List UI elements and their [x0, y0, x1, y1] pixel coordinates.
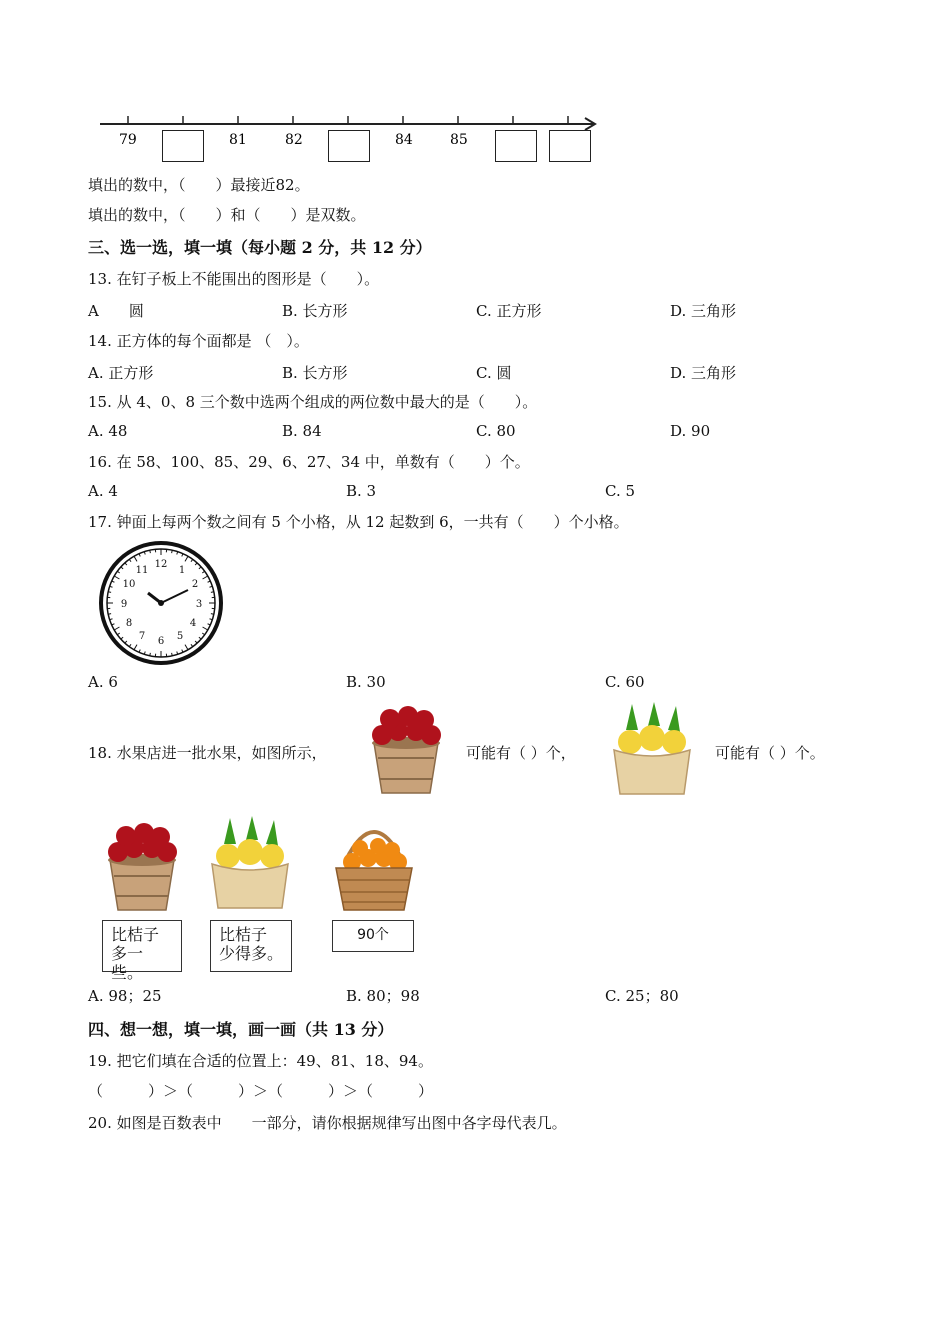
- pineapple-label-box: [210, 920, 292, 972]
- q17-stem: 17. 钟面上每两个数之间有 5 个小格，从 12 起数到 6，一共有（ ）个小格。: [88, 513, 629, 531]
- q16-option-b[interactable]: B. 3: [346, 482, 377, 500]
- q15-option-b[interactable]: B. 84: [282, 422, 322, 440]
- clock-number: 8: [125, 618, 133, 629]
- clock-number: 10: [122, 579, 136, 590]
- clock-tick: [108, 592, 111, 593]
- section3-title: 三、选一选，填一填（每小题 2 分，共 12 分）: [88, 238, 432, 257]
- tick-label: 79: [119, 132, 137, 148]
- q14-stem: 14. 正方体的每个面都是 （ ）。: [88, 332, 309, 350]
- q15-stem: 15. 从 4、0、8 三个数中选两个组成的两位数中最大的是（ ）。: [88, 393, 538, 411]
- orange-label-box: 90个: [332, 920, 414, 952]
- tick-label: 85: [450, 132, 468, 148]
- q20-stem: 20. 如图是百数表中 一部分，请你根据规律写出图中各字母代表几。: [88, 1114, 567, 1132]
- q17-option-c[interactable]: C. 60: [605, 673, 645, 691]
- clock-number: 1: [178, 565, 186, 576]
- q19-stem: 19. 把它们填在合适的位置上：49、81、18、94。: [88, 1052, 433, 1070]
- q18-end-text: 可能有（ ）个。: [715, 744, 825, 762]
- q18-option-b[interactable]: B. 80；98: [346, 987, 420, 1005]
- q14-option-b[interactable]: B. 长方形: [282, 364, 348, 382]
- clock-number: 3: [195, 599, 203, 610]
- q15-option-a[interactable]: A. 48: [88, 422, 128, 440]
- answer-box-4[interactable]: [549, 130, 591, 162]
- clock-number: 5: [176, 631, 184, 642]
- q12-line1: 填出的数中，（ ）最接近82。: [88, 176, 310, 194]
- tick-label: 82: [285, 132, 303, 148]
- clock-tick: [150, 550, 151, 553]
- pineapple-label-line2: 少得多。: [219, 944, 284, 963]
- clock-image: [98, 540, 224, 666]
- q19-blanks[interactable]: （ ）＞（ ）＞（ ）＞（ ）: [88, 1082, 434, 1100]
- apple-label-line1: 比桔子: [111, 925, 160, 944]
- clock-tick: [172, 653, 173, 656]
- clock-number: 9: [120, 599, 128, 610]
- clock-tick: [211, 592, 214, 593]
- pineapple-basket-image: [608, 700, 696, 800]
- apple-label-line2: 多一些。: [111, 944, 144, 982]
- tick-label: 81: [229, 132, 247, 148]
- answer-box-1[interactable]: [162, 130, 204, 162]
- pineapple-basket-small-image: [206, 814, 294, 914]
- clock-tick: [172, 550, 173, 553]
- clock-number: 11: [135, 565, 149, 576]
- pineapple-label-line1: 比桔子: [219, 925, 268, 944]
- clock-number: 6: [157, 636, 165, 647]
- q15-option-d[interactable]: D. 90: [670, 422, 711, 440]
- q14-option-c[interactable]: C. 圆: [476, 364, 512, 382]
- clock-number: 2: [191, 579, 199, 590]
- orange-basket-image: [328, 810, 420, 914]
- clock-tick: [150, 653, 151, 656]
- q17-option-a[interactable]: A. 6: [88, 673, 118, 691]
- clock-tick: [108, 614, 111, 615]
- clock-number: 4: [189, 618, 197, 629]
- section4-title: 四、想一想，填一填，画一画（共 13 分）: [88, 1020, 394, 1039]
- clock-tick: [211, 614, 214, 615]
- q18-option-a[interactable]: A. 98；25: [88, 987, 162, 1005]
- clock-number: 7: [138, 631, 146, 642]
- answer-box-3[interactable]: [495, 130, 537, 162]
- q13-option-b[interactable]: B. 长方形: [282, 302, 348, 320]
- apple-basket-image: [364, 703, 448, 798]
- q18-mid-text: 可能有（ ）个，: [466, 744, 576, 762]
- q13-option-a[interactable]: A 圆: [88, 302, 144, 320]
- q16-stem: 16. 在 58、100、85、29、6、27、34 中，单数有（ ）个。: [88, 453, 530, 471]
- tick-label: 84: [395, 132, 413, 148]
- q18-option-c[interactable]: C. 25；80: [605, 987, 679, 1005]
- q13-option-c[interactable]: C. 正方形: [476, 302, 542, 320]
- clock-number: 12: [154, 559, 168, 570]
- q17-option-b[interactable]: B. 30: [346, 673, 386, 691]
- q13-option-d[interactable]: D. 三角形: [670, 302, 737, 320]
- q12-line2: 填出的数中，（ ）和（ ）是双数。: [88, 206, 366, 224]
- q18-stem: 18. 水果店进一批水果，如图所示，: [88, 744, 327, 762]
- apple-basket-small-image: [100, 818, 184, 914]
- answer-box-2[interactable]: [328, 130, 370, 162]
- q14-option-a[interactable]: A. 正方形: [88, 364, 154, 382]
- q14-option-d[interactable]: D. 三角形: [670, 364, 737, 382]
- q16-option-a[interactable]: A. 4: [88, 482, 118, 500]
- apple-label-box: [102, 920, 182, 982]
- q16-option-c[interactable]: C. 5: [605, 482, 636, 500]
- q13-stem: 13. 在钉子板上不能围出的图形是（ ）。: [88, 270, 380, 288]
- q15-option-c[interactable]: C. 80: [476, 422, 516, 440]
